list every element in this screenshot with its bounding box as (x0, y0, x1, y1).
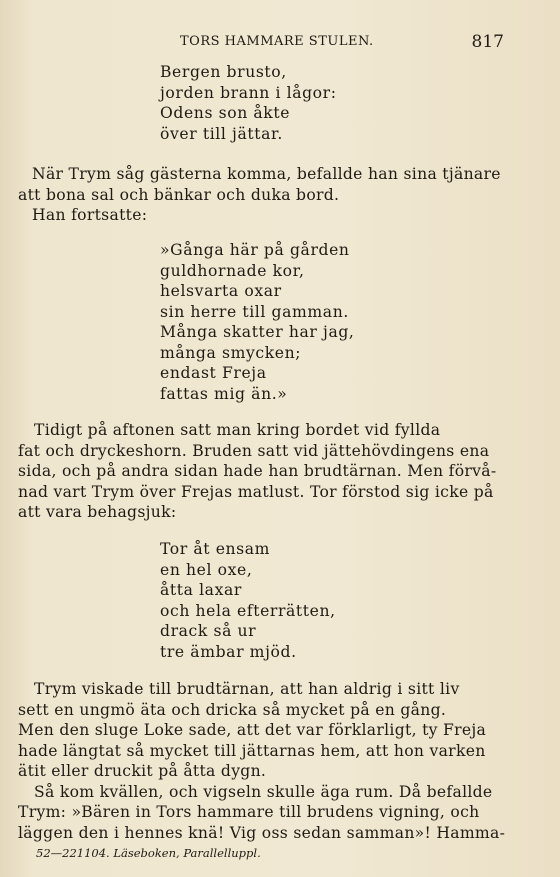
verse-line: tre ämbar mjöd. (160, 642, 297, 661)
paragraph-3 (18, 679, 506, 843)
text-line: ätit eller druckit på åtta dygn. (18, 762, 267, 780)
verse-line: endast Freja (160, 364, 267, 382)
verse-line: Odens son åkte (160, 104, 291, 122)
page-number: 817 (471, 32, 504, 52)
text-line: När Trym såg gästerna komma, befallde han sina tjänare (32, 165, 501, 183)
verse-line: Bergen brusto, (160, 63, 287, 81)
text-line: sett en ungmö äta och dricka så mycket på en gång. (18, 700, 447, 719)
text-line: fat och dryckeshorn. Bruden satt vid jättehövdingens ena (18, 441, 490, 460)
verse-line: helsvarta oxar (160, 282, 282, 300)
printer-signature: 52—221104. Läseboken, Parallelluppl. (36, 846, 261, 860)
text-line: Men den sluge Loke sade, att det var förklarligt, ty Freja (18, 721, 487, 739)
verse-line: sin herre till gamman. (160, 302, 349, 321)
verse-line: »Gånga här på gården (160, 241, 350, 259)
text-line: sida, och på andra sidan hade han brudtärnan. Men förvå- (18, 462, 497, 480)
verse-line: åtta laxar (160, 581, 242, 599)
verse-line: många smycken; (160, 343, 302, 362)
verse-line: Tor åt ensam (160, 540, 271, 558)
verse-line: drack så ur (160, 622, 257, 640)
running-head: TORS HAMMARE STULEN. (180, 34, 374, 49)
text-line: hade längtat så mycket till jättarnas hem, att hon varken (18, 741, 486, 760)
verse-line: jorden brann i lågor: (160, 83, 337, 102)
paragraph-1 (18, 164, 506, 226)
text-line: läggen den i hennes knä! Vig oss sedan samman»! Hamma- (18, 823, 506, 842)
verse-line: en hel oxe, (160, 560, 253, 579)
text-line: att vara behagsjuk: (18, 503, 177, 521)
stanza-1 (160, 62, 337, 144)
verse-line: fattas mig än.» (160, 384, 288, 403)
text-line: Han fortsatte: (32, 206, 148, 224)
paragraph-2 (18, 420, 497, 523)
text-line: Så kom kvällen, och vigseln skulle äga rum. Då befallde (34, 782, 493, 801)
stanza-3 (160, 539, 336, 662)
verse-line: Många skatter har jag, (160, 323, 355, 341)
text-line: Tidigt på aftonen satt man kring bordet vid fyllda (34, 421, 441, 439)
verse-line: över till jättar. (160, 124, 283, 143)
stanza-2 (160, 240, 355, 404)
verse-line: och hela efterrätten, (160, 601, 336, 620)
text-line: att bona sal och bänkar och duka bord. (18, 185, 340, 204)
page-header (0, 32, 560, 54)
text-line: nad vart Trym över Frejas matlust. Tor förstod sig icke på (18, 482, 494, 501)
text-line: Trym: »Bären in Tors hammare till brudens vigning, och (18, 803, 480, 821)
verse-line: guldhornade kor, (160, 261, 305, 280)
text-line: Trym viskade till brudtärnan, att han aldrig i sitt liv (34, 680, 460, 698)
